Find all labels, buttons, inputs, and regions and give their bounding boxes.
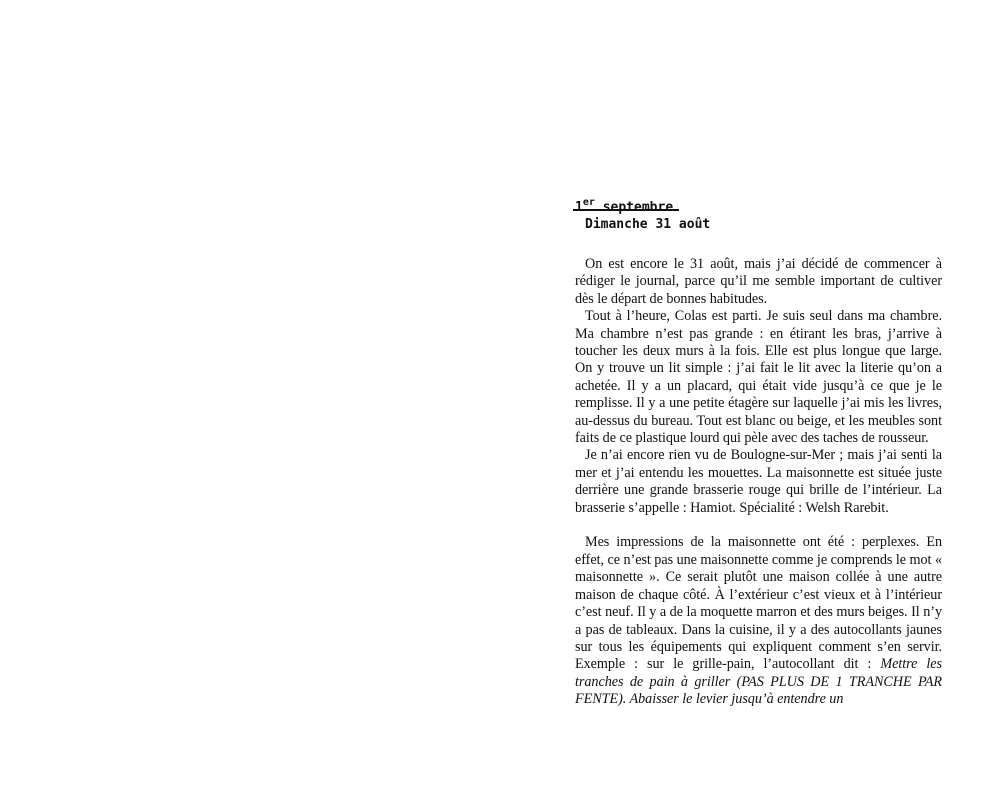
struck-date xyxy=(573,199,679,216)
paragraph-4 xyxy=(575,534,942,708)
entry-date: Dimanche 31 août xyxy=(585,217,711,232)
journal-body xyxy=(575,256,942,709)
struck-date-sup: er xyxy=(582,197,595,208)
paragraph-4-text: Mes impressions de la maisonnette ont été : perplexes. En effet, ce n’est pas une maisonnette comme je comprends le mot « maisonnette ». Ce serait plutôt une maison collée à une autre maison de chaque côté. À l’extérieur c’est vieux et à l’intérieur c’est neuf. Il y a de la moquette marron et des murs beiges. Il n’y a pas de tableaux. Dans la cuisine, il y a des autocollants jaunes sur tous les équipements qui expliquent comment s’en servir. Exemple : sur le grille-pain, l’autocollant dit : xyxy=(575,534,942,673)
paragraph-2: Tout à l’heure, Colas est parti. Je suis seul dans ma chambre. Ma chambre n’est pas grande : en étirant les bras, j’arrive à toucher les deux murs à la fois. Elle est plus longue que large. On y trouve un lit simple : j’ai fait le lit avec la literie qu’on a achetée. Il y a un placard, qui était vide jusqu’à ce que je le remplisse. Il y a une petite étagère sur laquelle j’ai mis les livres, au-dessus du bureau. Tout est blanc ou beige, et les meubles sont faits de ce plastique lourd qui pèle avec des taches de rousseur. xyxy=(575,308,942,447)
paragraph-1: On est encore le 31 août, mais j’ai décidé de commencer à rédiger le journal, parce qu’il me semble important de cultiver dès le départ de bonnes habitudes. xyxy=(575,256,942,307)
struck-date-number: 1 xyxy=(575,200,583,215)
struck-date-month: septembre xyxy=(602,200,674,215)
paragraph-3: Je n’ai encore rien vu de Boulogne-sur-Mer ; mais j’ai senti la mer et j’ai entendu les mouettes. La maisonnette est située juste derrière une grande brasserie rouge qui brille de l’intérieur. La brasserie s’appelle : Hamiot. Spécialité : Welsh Rarebit. xyxy=(575,447,942,516)
date-header xyxy=(575,197,942,233)
right-page xyxy=(575,199,942,709)
struck-date-line xyxy=(575,197,942,216)
italic-quote: Mettre les tranches de pain à griller (PAS PLUS DE 1 TRANCHE PAR FENTE). Abaisser le levier jusqu’à entendre un xyxy=(575,656,942,708)
